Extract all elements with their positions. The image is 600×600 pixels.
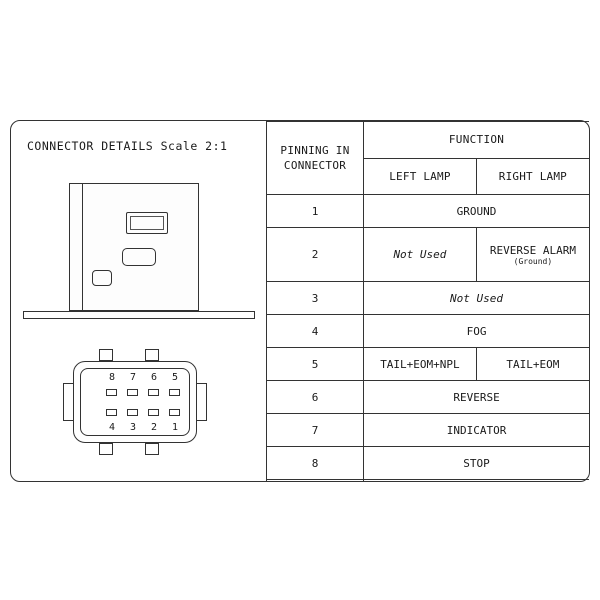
face-cavity-3 [127,409,138,416]
face-cavity-4 [106,409,117,416]
face-lug-bottom-left [99,443,113,455]
table-row [267,195,589,228]
face-lug-top-left [99,349,113,361]
pinning-table-panel [267,121,589,481]
housing-latch-tab [122,248,156,266]
face-pin-label-5: 5 [171,372,179,383]
face-pin-label-8: 8 [108,372,116,383]
face-pin-label-3: 3 [129,422,137,433]
pinning-table [267,121,589,481]
face-pin-label-2: 2 [150,422,158,433]
connector-details-title: CONNECTOR DETAILS Scale 2:1 [27,139,228,153]
connector-drawing-panel [11,121,267,481]
face-cavity-7 [127,389,138,396]
face-pin-label-4: 4 [108,422,116,433]
face-cavity-1 [169,409,180,416]
face-pin-label-6: 6 [150,372,158,383]
pin-number-cell: 7 [267,414,364,447]
table-row [267,315,589,348]
function-cell-both: Not Used [364,282,589,315]
pin-number-cell: 8 [267,447,364,480]
housing-base-bar [23,311,255,319]
housing-window-icon [126,212,168,234]
function-cell-both: FOG [364,315,589,348]
table-header-row-1 [267,122,589,159]
table-row [267,228,589,282]
pin-number-cell: 6 [267,381,364,414]
housing-window-inner [130,216,164,230]
pin-number-cell: 2 [267,228,364,282]
spacer-cell-function [364,480,589,481]
function-cell-left: Not Used [364,228,477,282]
table-row [267,381,589,414]
face-lug-right-side [196,383,207,421]
face-cavity-2 [148,409,159,416]
header-left-lamp: LEFT LAMP [364,158,477,195]
function-cell-both: STOP [364,447,589,480]
face-cavity-6 [148,389,159,396]
housing-edge-line [82,184,83,312]
table-row [267,348,589,381]
header-function: FUNCTION [364,122,589,159]
function-cell-both: INDICATOR [364,414,589,447]
face-cavity-8 [106,389,117,396]
pin-number-cell: 3 [267,282,364,315]
face-pin-label-1: 1 [171,422,179,433]
function-cell-right: TAIL+EOM [476,348,589,381]
pin-number-cell: 5 [267,348,364,381]
connector-housing-drawing [69,183,199,311]
table-spacer-row [267,480,589,481]
housing-slot [92,270,112,286]
face-lug-bottom-right [145,443,159,455]
pin-number-cell: 4 [267,315,364,348]
function-cell-left: TAIL+EOM+NPL [364,348,477,381]
face-lug-left-side [63,383,74,421]
function-cell-both: GROUND [364,195,589,228]
header-pinning-in-connector: PINNING IN CONNECTOR [267,122,364,195]
table-row [267,414,589,447]
pinning-table-body [267,122,589,482]
table-row [267,447,589,480]
face-pin-label-7: 7 [129,372,137,383]
function-cell-right: REVERSE ALARM (Ground) [476,228,589,282]
face-lug-top-right [145,349,159,361]
header-right-lamp: RIGHT LAMP [476,158,589,195]
connector-details-sheet [10,120,590,482]
pin-number-cell: 1 [267,195,364,228]
table-row [267,282,589,315]
function-cell-both: REVERSE [364,381,589,414]
face-cavity-5 [169,389,180,396]
spacer-cell-pin [267,480,364,481]
